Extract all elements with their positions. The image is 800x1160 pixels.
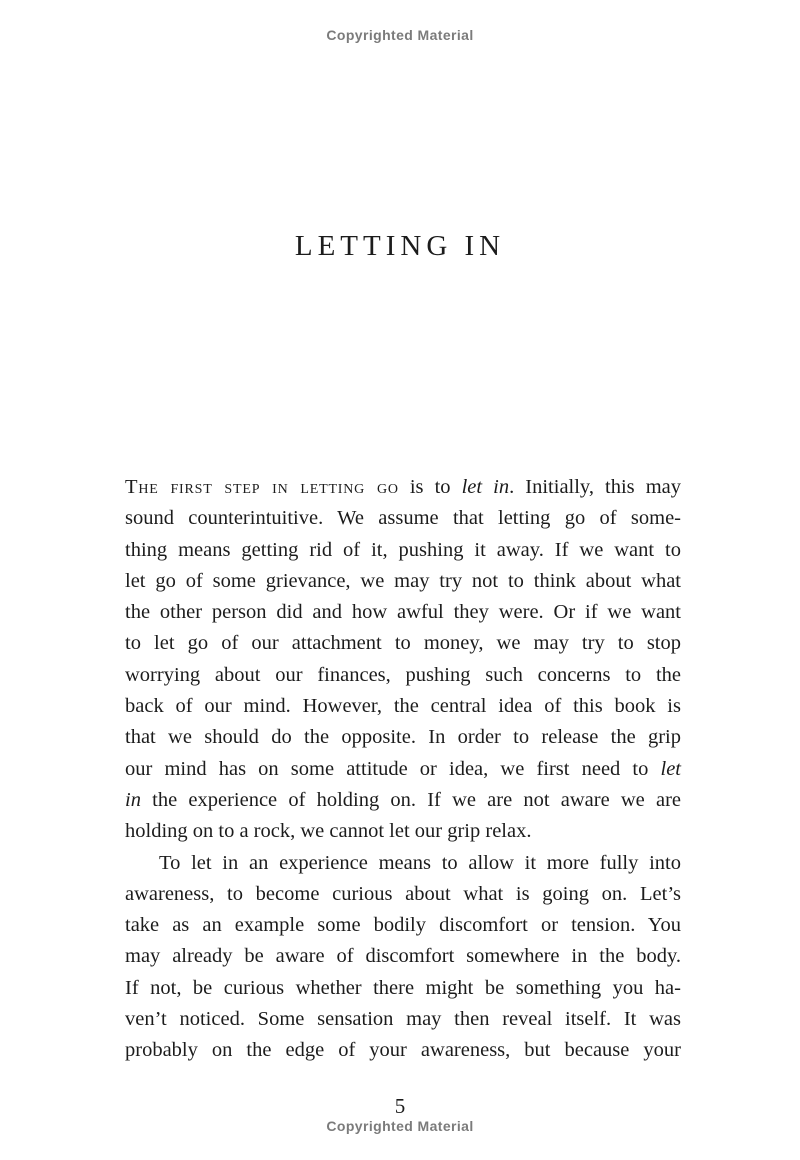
chapter-title: LETTING IN [294,230,506,262]
text-line: awareness, to become curious about what is going on. Let’s [125,882,681,905]
text-line: holding on to a rock, we cannot let our grip relax. [125,820,532,843]
text-line: probably on the edge of your awareness, but because your [125,1039,681,1062]
text-line: take as an example some bodily discomfort or tension. You [125,914,681,937]
text-line: may already be aware of discomfort somewhere in the body. [125,945,681,968]
text-line: sound counterintuitive. We assume that letting go of some- [125,507,681,530]
text-line: that we should do the opposite. In order to release the grip [125,726,681,749]
text-line: thing means getting rid of it, pushing it away. If we want to [125,538,681,561]
text-line: to let go of our attachment to money, we may try to stop [125,632,681,655]
text-line: the other person did and how awful they were. Or if we want [125,601,681,624]
body-text [125,472,681,1067]
text-line: The first step in letting go is to let in. Initially, this may [125,476,682,498]
text-line: back of our mind. However, the central idea of this book is [125,695,681,718]
text-line: our mind has on some attitude or idea, we first need to let [125,757,681,780]
text-line: worrying about our finances, pushing such concerns to the [125,663,681,686]
text-line: ven’t noticed. Some sensation may then reveal itself. It was [125,1008,681,1031]
copyright-notice-top: Copyrighted Material [326,27,474,43]
text-line: in the experience of holding on. If we are not aware we are [125,788,681,811]
text-line: If not, be curious whether there might be something you ha- [125,976,681,999]
text-line: To let in an experience means to allow it more fully into [159,851,681,874]
text-line: let go of some grievance, we may try not to think about what [125,569,681,592]
copyright-notice-bottom: Copyrighted Material [326,1118,474,1134]
page-number: 5 [394,1094,406,1118]
